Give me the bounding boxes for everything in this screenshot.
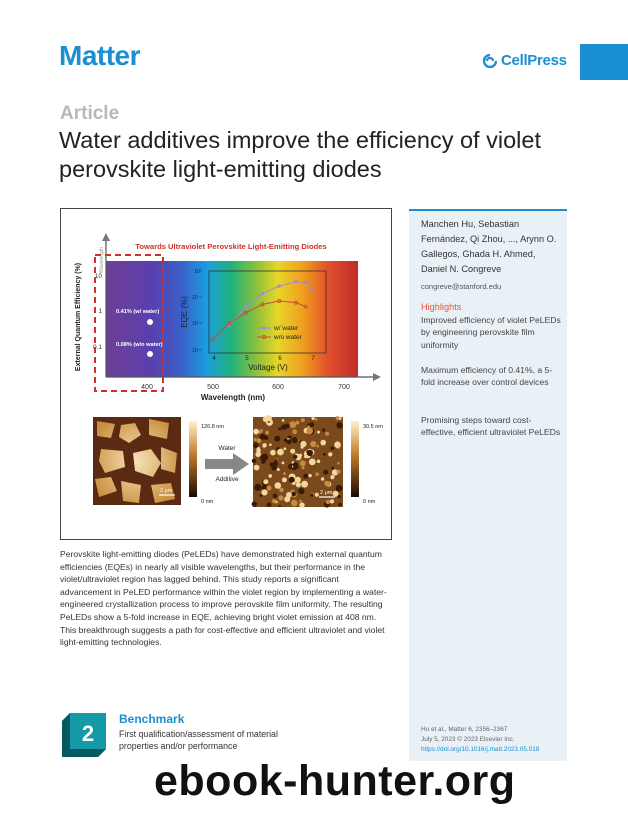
afm-grain xyxy=(310,441,316,447)
afm-grain xyxy=(283,472,286,475)
highlights-heading: Highlights xyxy=(421,302,462,312)
afm-grain xyxy=(289,477,295,483)
afm-grain xyxy=(320,440,326,446)
afm-grain xyxy=(282,419,285,422)
chart-title: Towards Ultraviolet Perovskite Light-Emitting Diodes xyxy=(135,242,327,251)
afm-grain xyxy=(282,462,285,465)
afm-grain xyxy=(317,431,320,434)
afm-grain xyxy=(272,499,276,503)
graphical-abstract-svg xyxy=(61,209,393,541)
afm-grain xyxy=(263,479,268,484)
afm-grain xyxy=(300,441,306,447)
data-point xyxy=(311,289,314,292)
afm-grain xyxy=(270,450,276,456)
afm-grain xyxy=(277,468,280,471)
afm-grain xyxy=(282,477,287,482)
afm-grain xyxy=(299,500,302,503)
afm-grain xyxy=(254,484,261,491)
afm-before-scalebar-label: 2 μm xyxy=(160,488,173,494)
corner-color-block xyxy=(580,44,628,80)
afm-grain xyxy=(260,455,266,461)
benchmark-description: First qualification/assessment of material properties and/or performance xyxy=(119,729,278,751)
afm-grain xyxy=(338,495,341,498)
data-point xyxy=(294,280,297,283)
afm-grain xyxy=(321,477,324,480)
cellpress-icon xyxy=(483,54,497,68)
x-axis-arrow xyxy=(373,373,381,381)
afm-grain xyxy=(328,452,332,456)
afm-grain xyxy=(265,431,269,435)
y-axis-label: External Quantum Efficiency (%) xyxy=(75,262,82,372)
publication-date: July 5, 2023 © 2023 Elsevier Inc. xyxy=(421,736,515,743)
afm-grain xyxy=(262,443,266,447)
afm-grain xyxy=(301,418,305,422)
afm-grain xyxy=(291,492,296,497)
publisher-name: CellPress xyxy=(501,52,567,69)
benchmark-number: 2 xyxy=(81,721,95,746)
afm-grain xyxy=(303,474,308,479)
inset-x-tick: 5 xyxy=(245,356,249,362)
afm-grain xyxy=(259,434,265,440)
inset-y-tick: 10⁻¹ xyxy=(192,295,202,301)
afm-grain xyxy=(275,482,282,489)
data-point xyxy=(261,292,264,295)
afm-grain xyxy=(338,503,342,507)
afm-grain xyxy=(310,493,313,496)
afm-grain xyxy=(325,481,331,487)
afm-after xyxy=(252,415,384,508)
inset-x-tick: 4 xyxy=(212,356,216,362)
afm-grain xyxy=(252,459,257,464)
graphical-abstract xyxy=(60,208,392,540)
afm-grain xyxy=(339,417,342,420)
afm-grain xyxy=(254,465,260,471)
y-axis-arrow xyxy=(102,233,110,241)
afm-grain xyxy=(284,447,287,450)
afm-grain xyxy=(296,482,301,487)
afm-grain xyxy=(281,424,287,430)
legend-marker-with-water xyxy=(262,326,265,329)
afm-before-scale-min: 0 nm xyxy=(201,499,214,505)
afm-grain xyxy=(331,467,334,470)
afm-grain xyxy=(273,494,278,499)
afm-grain xyxy=(254,438,257,441)
highlight-item: Maximum efficiency of 0.41%, a 5-fold increase over control devices xyxy=(421,365,553,388)
afm-grain xyxy=(337,470,341,474)
arrow-label: Additive xyxy=(215,476,239,483)
afm-after-scale-max: 30.5 nm xyxy=(363,424,383,430)
legend-label: w/o water xyxy=(274,334,302,341)
afm-grain xyxy=(299,502,304,507)
doi-link[interactable]: https://doi.org/10.1016/j.matt.2023.05.018 xyxy=(421,746,540,753)
afm-before-scale-max: 126.8 nm xyxy=(201,424,224,430)
afm-grain xyxy=(286,439,291,444)
afm-grain xyxy=(274,436,280,442)
highlight-item: Improved efficiency of violet PeLEDs by engineering perovskite film uniformity xyxy=(421,315,561,350)
inset-x-tick: 7 xyxy=(311,356,315,362)
spectrum-band xyxy=(106,261,358,377)
afm-grain xyxy=(292,437,298,443)
afm-grain xyxy=(278,427,281,430)
afm-grain xyxy=(336,422,342,428)
afm-grain xyxy=(263,416,269,422)
afm-grain xyxy=(337,462,340,465)
afm-grain xyxy=(277,449,284,456)
afm-grain xyxy=(307,450,313,456)
afm-grain xyxy=(323,453,326,456)
point-with-water xyxy=(147,319,153,325)
x-tick-label: 600 xyxy=(272,384,284,391)
afm-grain xyxy=(259,494,262,497)
x-axis-label: Wavelength (nm) xyxy=(200,393,266,402)
afm-grain xyxy=(278,495,283,500)
afm-grain xyxy=(268,474,272,478)
afm-grain xyxy=(311,417,314,420)
afm-grain xyxy=(293,455,297,459)
afm-grain xyxy=(253,443,258,448)
article-type-label: Article xyxy=(60,103,120,124)
afm-after-scale-min: 0 nm xyxy=(363,499,376,505)
water-additive-arrow xyxy=(205,453,249,475)
afm-grain xyxy=(301,481,308,488)
afm-grain xyxy=(286,492,292,498)
afm-grain xyxy=(326,500,330,504)
afm-grain xyxy=(334,441,341,448)
inset-y-tick: 10⁻² xyxy=(192,321,202,327)
abstract-text: Perovskite light-emitting diodes (PeLEDs) have demonstrated high external quantum efficiencies (EQEs) in nearly all visible wavelengths, but their performance in the violet/ultraviolet region has lagged behind. This study reports a significant advancement in PeLED performance within the violet region by implementing a water-engineered crystallization process to improve perovskite film uniformity. The resulting PeLEDs show a 5-fold increase in EQE, achieving bright violet emission at 408 nm. This breakthrough suggests a path for cost-effective and efficient ultraviolet and violet light-emitting technologies. xyxy=(60,549,387,648)
afm-grain xyxy=(290,449,295,454)
benchmark-title: Benchmark xyxy=(119,712,185,726)
afm-before xyxy=(93,417,224,505)
y-tick-label: 0.1 xyxy=(92,344,102,351)
afm-grain xyxy=(295,477,301,483)
afm-grain xyxy=(309,459,316,466)
citation-block xyxy=(421,725,563,755)
journal-name: Matter xyxy=(59,40,141,71)
afm-grain xyxy=(317,460,321,464)
afm-grain xyxy=(315,418,318,421)
afm-grain xyxy=(315,472,319,476)
afm-grain xyxy=(325,432,329,436)
afm-grain xyxy=(317,445,320,448)
y-tick-label: 10 xyxy=(94,273,102,280)
article-title: Water additives improve the efficiency of violet perovskite light-emitting diodes xyxy=(59,127,541,182)
afm-grain xyxy=(267,502,272,507)
y-tick-label: 1 xyxy=(98,308,102,315)
inset-x-label: Voltage (V) xyxy=(248,363,288,372)
afm-grain xyxy=(279,505,281,507)
inset-x-tick: 6 xyxy=(278,356,282,362)
inset-y-tick: 10⁻³ xyxy=(192,348,202,354)
afm-grain xyxy=(336,485,343,492)
afm-grain xyxy=(330,499,334,503)
afm-grain xyxy=(292,429,297,434)
author-list[interactable]: Manchen Hu, Sebastian Fernández, Qi Zhou, ..., Arynn O. Gallegos, Ghada H. Ahmed, Daniel N. Congreve xyxy=(421,219,557,274)
citation-text: Hu et al., Matter 6, 2356–2367 xyxy=(421,726,508,733)
data-point xyxy=(304,281,307,284)
point-without-water xyxy=(147,351,153,357)
afm-after-colorbar xyxy=(351,421,359,497)
data-point xyxy=(244,305,247,308)
point-label: 0.41% (w/ water) xyxy=(116,309,160,315)
afm-grain xyxy=(259,431,262,434)
afm-grain xyxy=(252,501,257,506)
afm-grain xyxy=(323,470,328,475)
afm-grain xyxy=(269,444,272,447)
afm-grain xyxy=(271,465,276,470)
article-sidebar xyxy=(409,209,567,761)
afm-grain xyxy=(266,485,271,490)
afm-grain xyxy=(253,429,259,435)
afm-grain xyxy=(330,475,334,479)
inset-y-tick: 10⁰ xyxy=(194,269,202,275)
afm-grain xyxy=(302,466,305,469)
x-tick-label: 500 xyxy=(207,384,219,391)
point-label: 0.08% (w/o water) xyxy=(116,342,163,348)
benchmark-badge-icon xyxy=(60,711,108,759)
afm-grain xyxy=(322,428,325,431)
afm-grain xyxy=(306,428,313,435)
afm-grain xyxy=(315,493,319,497)
arrow-label: Water xyxy=(218,445,236,452)
afm-grain xyxy=(279,488,284,493)
afm-grain xyxy=(296,421,300,425)
afm-grain xyxy=(289,421,296,428)
inset-y-label: EQE (%) xyxy=(180,296,189,328)
corresponding-email[interactable]: congreve@stanford.edu xyxy=(421,282,502,291)
data-point xyxy=(278,285,281,288)
afm-grain xyxy=(300,460,306,466)
axis-corner-label: Wavelength xyxy=(99,247,105,274)
x-tick-label: 400 xyxy=(141,384,153,391)
afm-grain xyxy=(298,488,304,494)
legend-label: w/ water xyxy=(274,325,299,332)
x-tick-label: 700 xyxy=(338,384,350,391)
afm-grain xyxy=(261,489,267,495)
afm-grain xyxy=(291,500,298,507)
afm-grain xyxy=(330,447,334,451)
afm-before-colorbar xyxy=(189,421,197,497)
afm-grain xyxy=(293,462,299,468)
afm-after-scalebar-label: 2 μm xyxy=(320,490,333,496)
highlight-item: Promising steps toward cost-effective, efficient ultraviolet PeLEDs xyxy=(421,415,561,438)
afm-grain xyxy=(274,459,277,462)
afm-grain xyxy=(308,474,311,477)
watermark-text: ebook-hunter.org xyxy=(154,757,516,805)
publisher-logo xyxy=(483,52,567,69)
